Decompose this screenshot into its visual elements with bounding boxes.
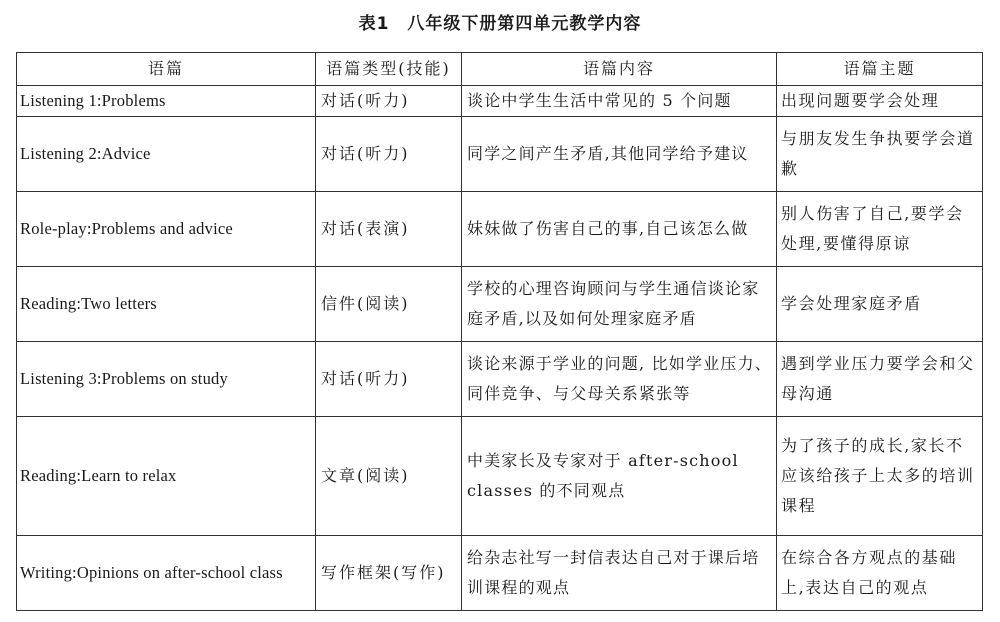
table-title: 表1 八年级下册第四单元教学内容 xyxy=(358,14,642,34)
cell-theme: 别人伤害了自己,要学会处理,要懂得原谅 xyxy=(777,192,983,267)
cell-text: Writing:Opinions on after-school class xyxy=(17,536,316,611)
header-row xyxy=(17,53,983,86)
cell-text: Reading:Two letters xyxy=(17,267,316,342)
table-row xyxy=(17,536,983,611)
cell-content: 给杂志社写一封信表达自己对于课后培训课程的观点 xyxy=(462,536,777,611)
cell-theme: 与朋友发生争执要学会道歉 xyxy=(777,117,983,192)
table-row xyxy=(17,267,983,342)
header-text: 语篇 xyxy=(17,53,316,86)
teaching-content-table xyxy=(16,52,983,611)
cell-content: 妹妹做了伤害自己的事,自己该怎么做 xyxy=(462,192,777,267)
header-text-type: 语篇类型(技能) xyxy=(316,53,462,86)
cell-type: 对话(听力) xyxy=(316,86,462,117)
table-row xyxy=(17,192,983,267)
cell-text: Listening 2:Advice xyxy=(17,117,316,192)
cell-type: 文章(阅读) xyxy=(316,417,462,536)
cell-theme: 遇到学业压力要学会和父母沟通 xyxy=(777,342,983,417)
cell-content: 学校的心理咨询顾问与学生通信谈论家庭矛盾,以及如何处理家庭矛盾 xyxy=(462,267,777,342)
cell-type: 对话(听力) xyxy=(316,117,462,192)
cell-theme: 在综合各方观点的基础上,表达自己的观点 xyxy=(777,536,983,611)
table-row xyxy=(17,86,983,117)
cell-type: 对话(表演) xyxy=(316,192,462,267)
cell-theme: 出现问题要学会处理 xyxy=(777,86,983,117)
table-row xyxy=(17,117,983,192)
header-text-theme: 语篇主题 xyxy=(777,53,983,86)
cell-content: 谈论来源于学业的问题, 比如学业压力、同伴竞争、与父母关系紧张等 xyxy=(462,342,777,417)
cell-text: Listening 3:Problems on study xyxy=(17,342,316,417)
cell-text: Role-play:Problems and advice xyxy=(17,192,316,267)
cell-type: 对话(听力) xyxy=(316,342,462,417)
cell-type: 信件(阅读) xyxy=(316,267,462,342)
header-text-content: 语篇内容 xyxy=(462,53,777,86)
cell-theme: 为了孩子的成长,家长不应该给孩子上太多的培训课程 xyxy=(777,417,983,536)
cell-text: Reading:Learn to relax xyxy=(17,417,316,536)
table-row xyxy=(17,417,983,536)
cell-content: 谈论中学生生活中常见的 5 个问题 xyxy=(462,86,777,117)
cell-type: 写作框架(写作) xyxy=(316,536,462,611)
cell-content: 同学之间产生矛盾,其他同学给予建议 xyxy=(462,117,777,192)
cell-text: Listening 1:Problems xyxy=(17,86,316,117)
table-row xyxy=(17,342,983,417)
cell-content: 中美家长及专家对于 after-school classes 的不同观点 xyxy=(462,417,777,536)
cell-theme: 学会处理家庭矛盾 xyxy=(777,267,983,342)
